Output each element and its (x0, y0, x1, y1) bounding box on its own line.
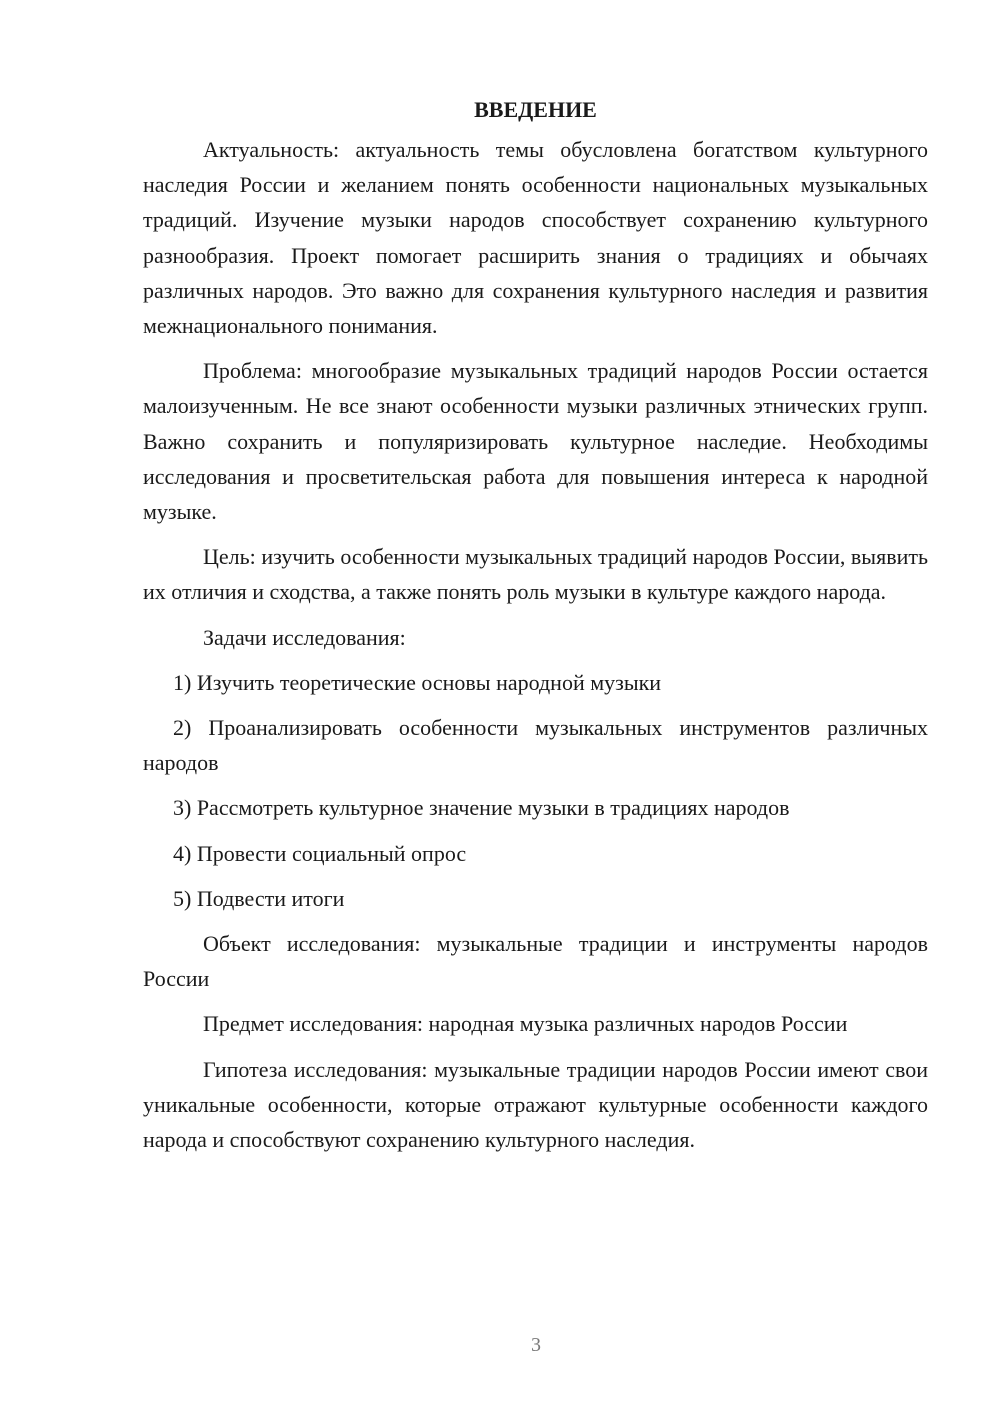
task-item-4: 4) Провести социальный опрос (173, 840, 467, 866)
hypothesis-paragraph: Гипотеза исследования: музыкальные традиции народов России имеют свои уникальные особенности, которые отражают культурные особенности каждого народа и способствуют сохранению культурного наследия. (143, 1056, 928, 1153)
subject-paragraph: Предмет исследования: народная музыка различных народов России (203, 1011, 848, 1037)
object-paragraph: Объект исследования: музыкальные традиции и инструменты народов России (143, 931, 928, 992)
task-item-3: 3) Рассмотреть культурное значение музыки в традициях народов (173, 795, 790, 821)
task-item-1: 1) Изучить теоретические основы народной музыки (173, 669, 662, 695)
relevance-paragraph: Актуальность: актуальность темы обусловлена богатством культурного наследия России и желанием понять особенности национальных музыкальных традиций. Изучение музыки народов способствует сохранению культурного разнообразия. Проект помогает расширить знания о традициях и обычаях различных народов. Это важно для сохранения культурного наследия и развития межнационального понимания. (143, 137, 928, 339)
page-number: 3 (531, 1334, 541, 1356)
task-item-2: 2) Проанализировать особенности музыкальных инструментов различных народов (143, 715, 928, 776)
goal-paragraph: Цель: изучить особенности музыкальных традиций народов России, выявить их отличия и сходства, а также понять роль музыки в культуре каждого народа. (143, 544, 928, 605)
page-title: ВВЕДЕНИЕ (474, 97, 597, 122)
problem-paragraph: Проблема: многообразие музыкальных традиций народов России остается малоизученным. Не все знают особенности музыки различных этнических групп. Важно сохранить и популяризировать культурное наследие. Необходимы исследования и просветительская работа для повышения интереса к народной музыке. (143, 358, 928, 525)
task-item-5: 5) Подвести итоги (173, 885, 345, 911)
tasks-heading: Задачи исследования: (203, 624, 406, 650)
document-page (143, 92, 928, 1167)
